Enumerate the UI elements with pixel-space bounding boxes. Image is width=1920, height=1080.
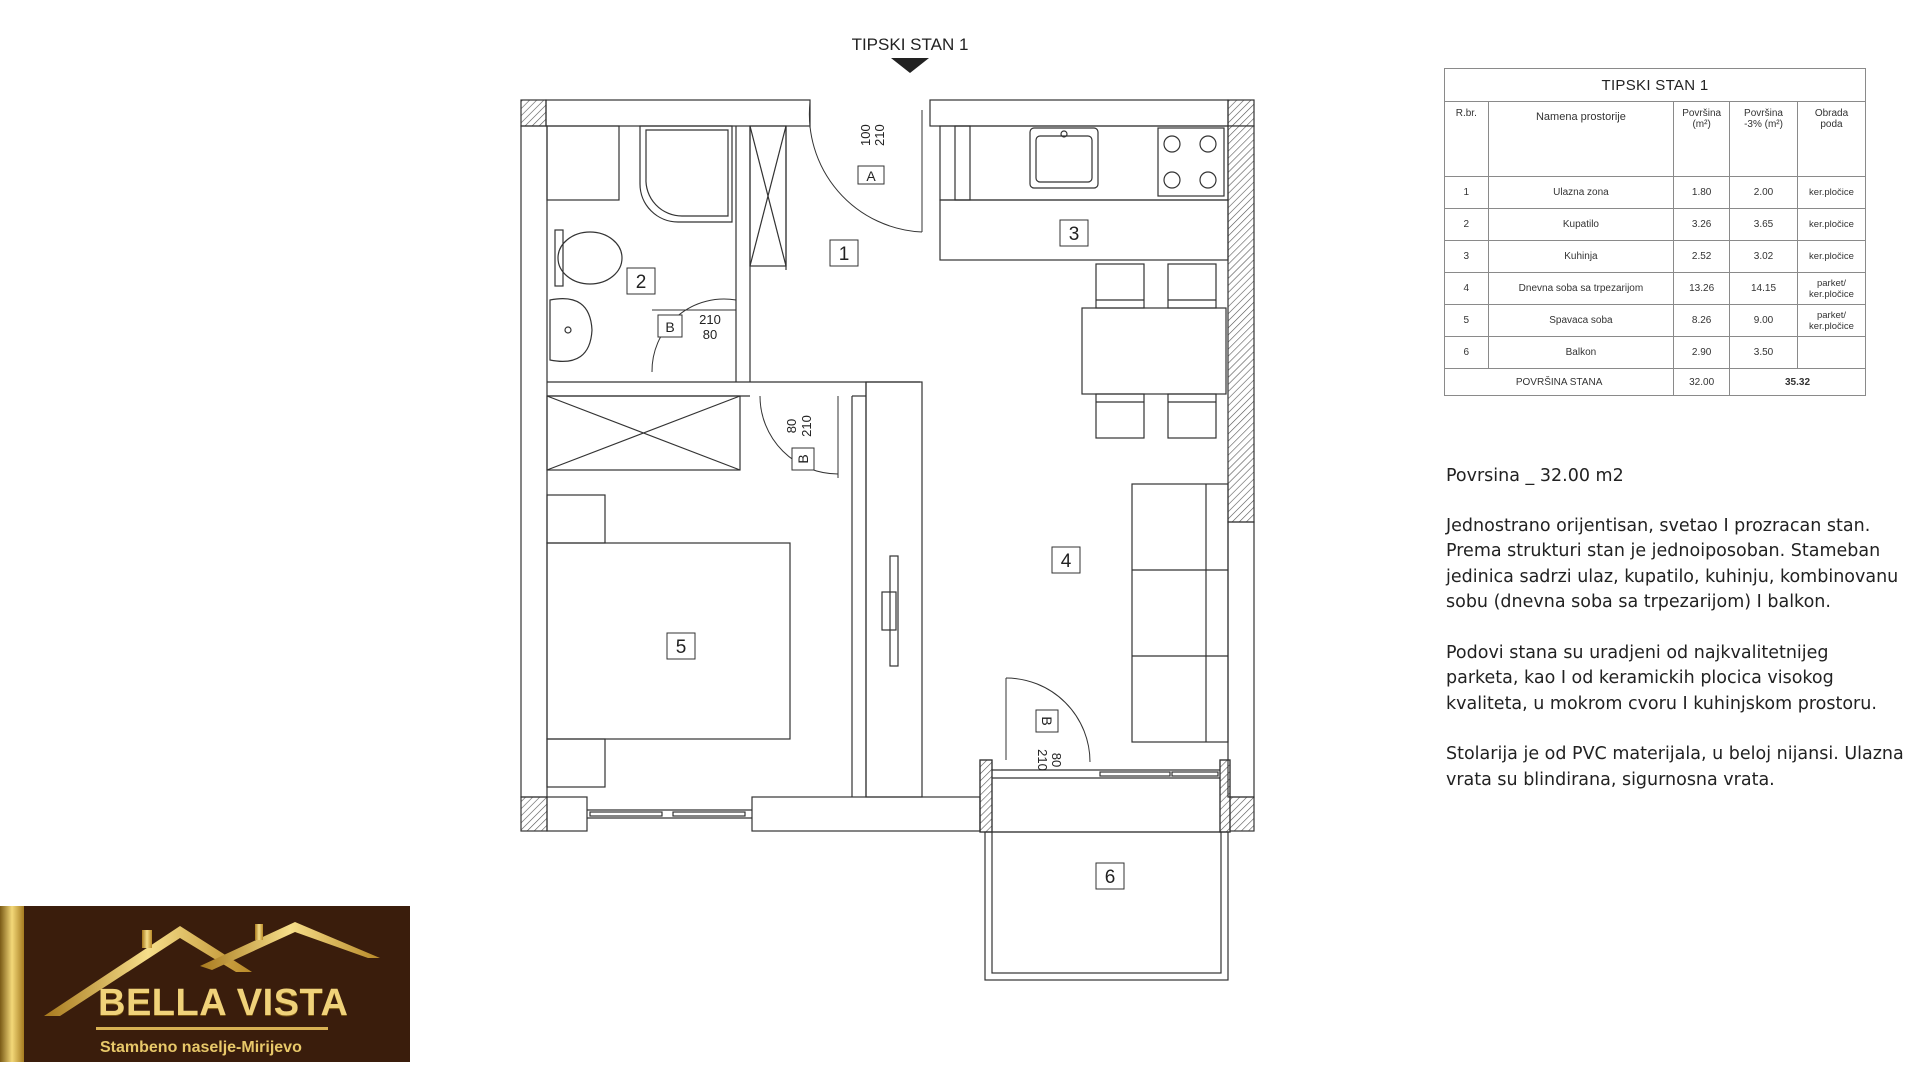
door-balcony-height: 210 [1035, 749, 1050, 771]
description-paragraph-2: Podovi stana su uradjeni od najkvalitetnijeg parketa, kao I od keramickih plocica visokog kvaliteta, u mokrom cvoru I kuhinjskom prostoru. [1446, 642, 1877, 714]
entry-arrow-icon [891, 58, 929, 73]
row-area: 1.80 [1674, 177, 1730, 209]
header-area3-line1: Površina [1744, 108, 1783, 119]
row-name: Balkon [1488, 337, 1674, 369]
row-name: Kupatilo [1488, 209, 1674, 241]
row-area: 2.90 [1674, 337, 1730, 369]
table-row [1445, 273, 1866, 305]
total-label: POVRŠINA STANA [1445, 369, 1674, 396]
door-bathroom-height: 210 [699, 312, 721, 327]
bella-vista-logo [0, 906, 410, 1062]
door-bedroom-height: 210 [799, 415, 814, 437]
row-number: 2 [1445, 209, 1489, 241]
row-floor [1797, 209, 1865, 241]
room-1-label: 1 [838, 244, 850, 265]
header-area3-line2: -3% (m²) [1744, 119, 1783, 130]
row-area: 8.26 [1674, 305, 1730, 337]
description-paragraph-3: Stolarija je od PVC materijala, u beloj nijansi. Ulazna vrata su blindirana, sigurnosna vrata. [1446, 744, 1904, 790]
room-2-label: 2 [635, 272, 647, 293]
header-rbr: R.br. [1445, 102, 1489, 177]
row-area3: 3.50 [1730, 337, 1798, 369]
row-number: 6 [1445, 337, 1489, 369]
logo-subtitle: Stambeno naselje-Mirijevo [100, 1039, 302, 1056]
row-floor-line1: ker.pločice [1809, 219, 1854, 230]
row-floor [1797, 241, 1865, 273]
row-name: Spavaca soba [1488, 305, 1674, 337]
row-area3: 3.65 [1730, 209, 1798, 241]
door-balcony-type: B [1039, 716, 1055, 726]
row-number: 3 [1445, 241, 1489, 273]
row-name: Kuhinja [1488, 241, 1674, 273]
header-floor [1797, 102, 1865, 177]
row-name: Ulazna zona [1488, 177, 1674, 209]
doors [652, 100, 1090, 762]
row-area3: 9.00 [1730, 305, 1798, 337]
row-name: Dnevna soba sa trpezarijom [1488, 273, 1674, 305]
room-5-label: 5 [675, 637, 687, 658]
door-entry-type: A [866, 168, 876, 184]
description-paragraph-1: Jednostrano orijentisan, svetao I prozracan stan. Prema strukturi stan je jednoiposoban. Stameban jedinica sadrzi ulaz, kupatilo, kuhinju, kombinovanu sobu (dnevna soba sa trpezarijom) I balkon. [1446, 515, 1899, 612]
table-title: TIPSKI STAN 1 [1445, 69, 1866, 102]
row-floor-line2: ker.pločice [1809, 288, 1854, 300]
door-balcony-width: 80 [1049, 752, 1064, 768]
total-area: 32.00 [1674, 369, 1730, 396]
total-area3: 35.32 [1730, 369, 1866, 396]
door-entry-height: 210 [872, 124, 887, 146]
door-bathroom-width: 80 [702, 327, 718, 342]
row-floor-line1: ker.pločice [1809, 251, 1854, 262]
row-area3: 14.15 [1730, 273, 1798, 305]
room-3-label: 3 [1068, 224, 1080, 245]
row-area: 13.26 [1674, 273, 1730, 305]
table-total-row [1445, 369, 1866, 396]
row-floor [1797, 337, 1865, 369]
apartment-description [1446, 464, 1906, 818]
door-bedroom-type: B [795, 454, 811, 464]
apartment-area: Povrsina _ 32.00 m2 [1446, 466, 1624, 486]
row-number: 4 [1445, 273, 1489, 305]
row-area: 2.52 [1674, 241, 1730, 273]
plan-title: TIPSKI STAN 1 [851, 35, 969, 54]
table-row [1445, 177, 1866, 209]
header-name: Namena prostorije [1488, 102, 1674, 177]
row-floor-line2: ker.pločice [1809, 320, 1854, 332]
room-6-label: 6 [1104, 867, 1116, 888]
walls [521, 100, 1254, 980]
door-bedroom-width: 80 [784, 418, 799, 434]
table-row [1445, 305, 1866, 337]
row-number: 5 [1445, 305, 1489, 337]
row-floor [1797, 177, 1865, 209]
row-floor-line1: parket/ [1816, 277, 1847, 289]
row-floor-line1: parket/ [1816, 309, 1847, 321]
table-row [1445, 337, 1866, 369]
room-area-table [1444, 68, 1866, 396]
table-row [1445, 241, 1866, 273]
header-floor-line2: poda [1820, 119, 1843, 130]
row-area: 3.26 [1674, 209, 1730, 241]
row-floor [1797, 273, 1865, 305]
row-number: 1 [1445, 177, 1489, 209]
table-header [1445, 102, 1866, 177]
header-floor-line1: Obrada [1814, 108, 1849, 119]
header-area [1674, 102, 1730, 177]
logo-underline [96, 1027, 328, 1030]
door-bathroom-type: B [665, 319, 675, 335]
row-floor [1797, 305, 1865, 337]
logo-brand: BELLA VISTA [98, 982, 349, 1024]
row-area3: 2.00 [1730, 177, 1798, 209]
room-4-label: 4 [1060, 551, 1072, 572]
header-area-line2: (m²) [1692, 119, 1711, 130]
header-area3 [1730, 102, 1798, 177]
row-floor-line1: ker.pločice [1809, 187, 1854, 198]
table-row [1445, 209, 1866, 241]
door-entry-width: 100 [858, 124, 873, 146]
door-labels [658, 124, 1064, 771]
header-area-line1: Površina [1682, 108, 1722, 119]
row-area3: 3.02 [1730, 241, 1798, 273]
